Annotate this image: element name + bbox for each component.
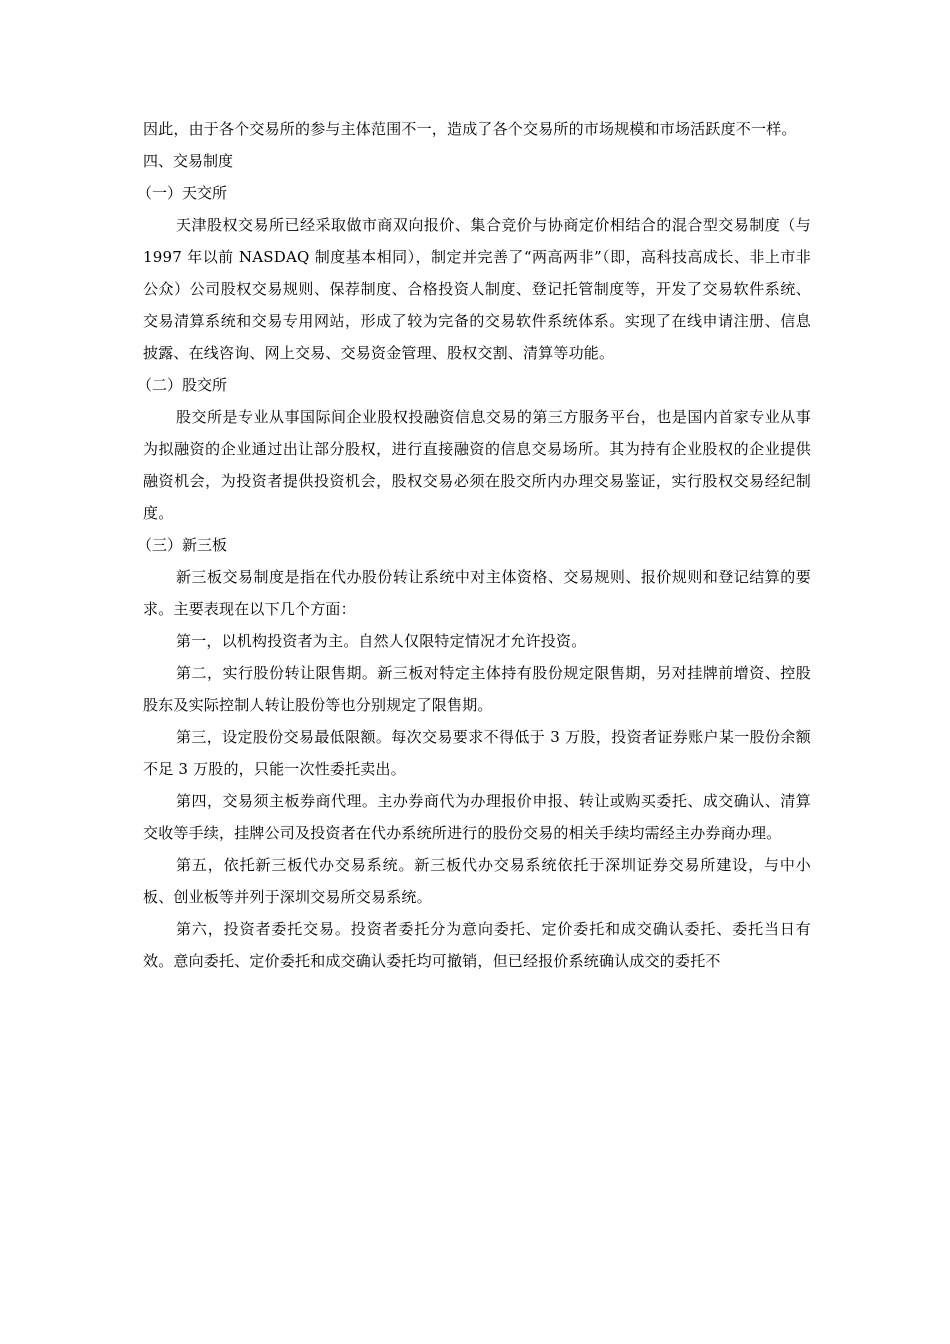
point-2: 第二，实行股份转让限售期。新三板对特定主体持有股份规定限售期，另对挂牌前增资、控股股东及实际控制人转让股份等也分别规定了限售期。 bbox=[143, 664, 811, 714]
point-4: 第四，交易须主板券商代理。主办券商代为办理报价申报、转让或购买委托、成交确认、清算交收等手续，挂牌公司及投资者在代办系统所进行的股份交易的相关手续均需经主办券商办理。 bbox=[143, 792, 811, 842]
intro-paragraph: 因此，由于各个交易所的参与主体范围不一，造成了各个交易所的市场规模和市场活跃度不一样。 bbox=[143, 120, 797, 138]
subsection-heading-3: （三）新三板 bbox=[137, 536, 228, 554]
point-6: 第六，投资者委托交易。投资者委托分为意向委托、定价委托和成交确认委托、委托当日有效。意向委托、定价委托和成交确认委托均可撤销，但已经报价系统确认成交的委托不 bbox=[143, 920, 811, 970]
point-1: 第一，以机构投资者为主。自然人仅限特定情况才允许投资。 bbox=[176, 632, 587, 650]
point-5: 第五，依托新三板代办交易系统。新三板代办交易系统依托于深圳证券交易所建设，与中小板、创业板等并列于深圳交易所交易系统。 bbox=[143, 856, 811, 906]
subsection-3-paragraph: 新三板交易制度是指在代办股份转让系统中对主体资格、交易规则、报价规则和登记结算的要求。主要表现在以下几个方面： bbox=[143, 568, 811, 618]
subsection-2-paragraph: 股交所是专业从事国际间企业股权投融资信息交易的第三方服务平台，也是国内首家专业从事为拟融资的企业通过出让部分股权，进行直接融资的信息交易场所。其为持有企业股权的企业提供融资机会，为投资者提供投资机会，股权交易必须在股交所内办理交易鉴证，实行股权交易经纪制度。 bbox=[143, 408, 811, 522]
subsection-heading-1: （一）天交所 bbox=[137, 184, 228, 202]
subsection-heading-2: （二）股交所 bbox=[137, 376, 228, 394]
section-heading: 四、交易制度 bbox=[143, 152, 234, 170]
subsection-1-paragraph: 天津股权交易所已经采取做市商双向报价、集合竞价与协商定价相结合的混合型交易制度（与 1997 年以前 NASDAQ 制度基本相同），制定并完善了“两高两非”（即，高科技高成长、非上市非公众）公司股权交易规则、保荐制度、合格投资人制度、登记托管制度等，开发了交易软件系统、交易清算系统和交易专用网站，形成了较为完备的交易软件系统体系。实现了在线申请注册、信息披露、在线咨询、网上交易、交易资金管理、股权交割、清算等功能。 bbox=[143, 216, 811, 362]
document-page bbox=[137, 113, 811, 977]
point-3: 第三，设定股份交易最低限额。每次交易要求不得低于 3 万股，投资者证券账户某一股份余额不足 3 万股的，只能一次性委托卖出。 bbox=[143, 728, 811, 778]
